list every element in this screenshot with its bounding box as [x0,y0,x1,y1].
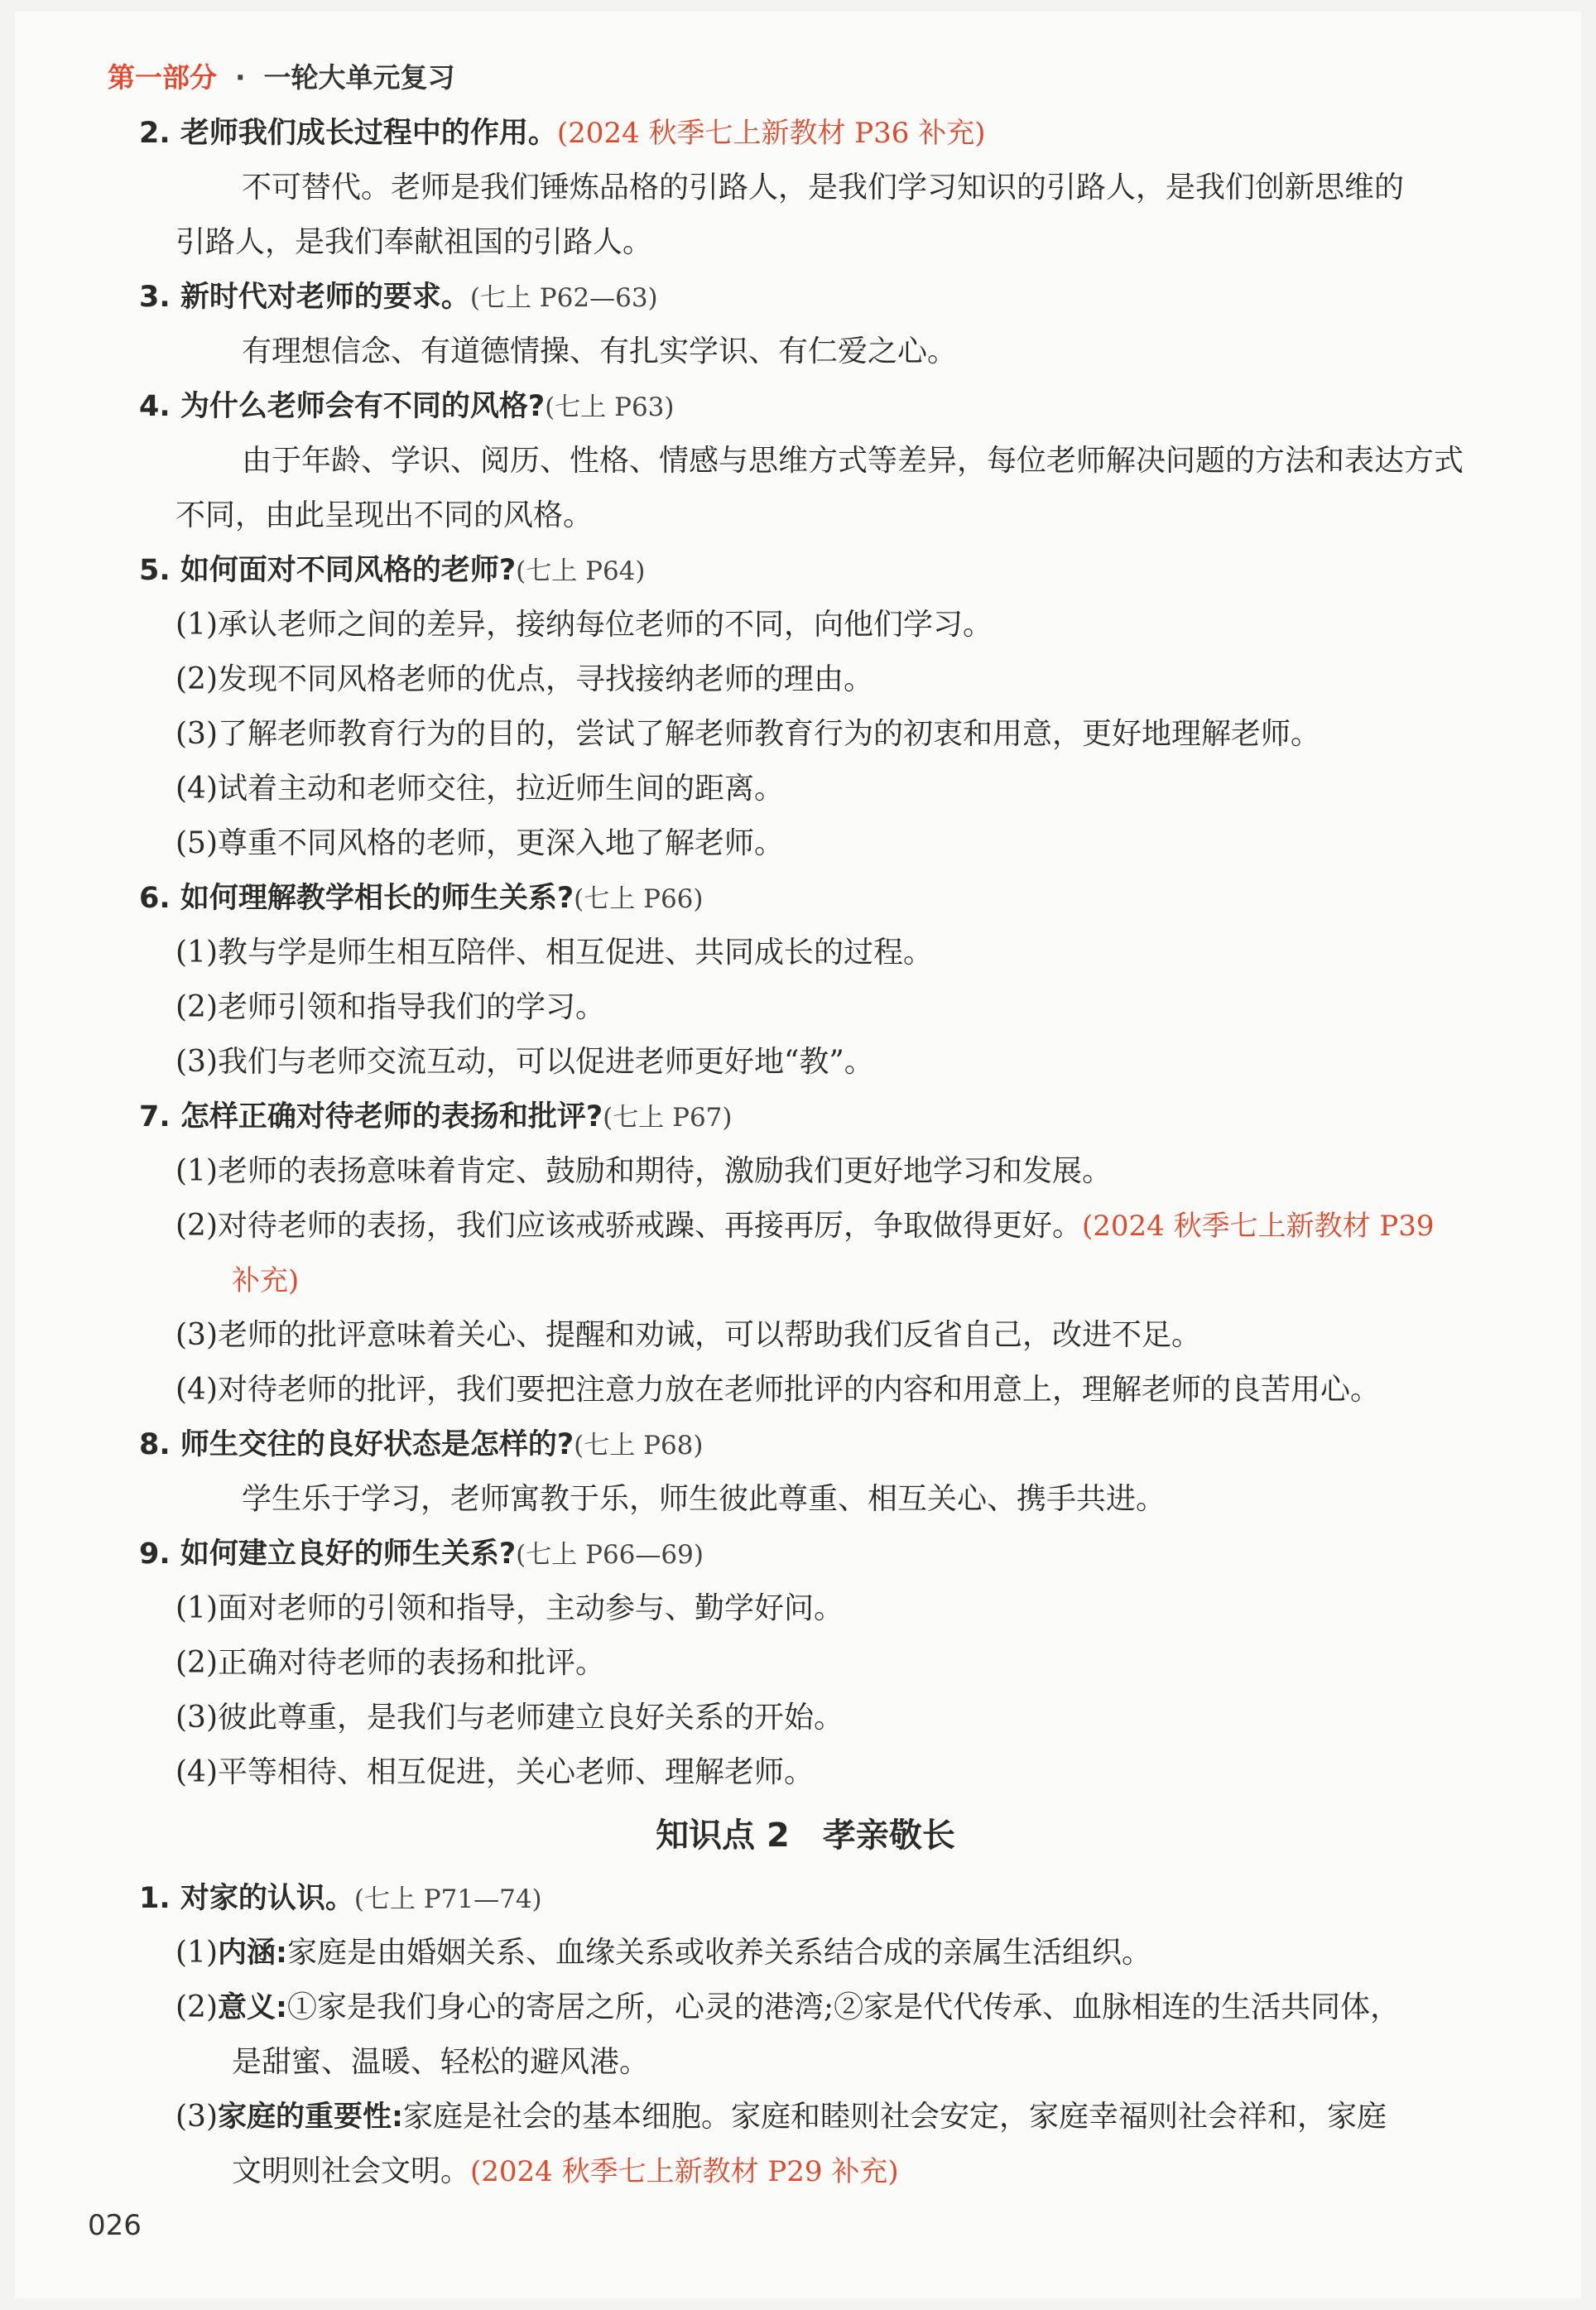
question-6 [139,871,1546,926]
question-title: 7. 怎样正确对待老师的表扬和批评? [139,1100,603,1133]
answer-item [139,2144,1546,2199]
answer-text: 文明则社会文明。 [232,2154,471,2188]
answer-text: 引路人，是我们奉献祖国的引路人。 [175,225,653,259]
supplement-note: 补充) [232,1264,300,1297]
answer-item: (1)面对老师的引领和指导，主动参与、勤学好问。 [175,1591,844,1625]
question-title: 1. 对家的认识。 [139,1882,354,1915]
question-3 [139,270,1546,325]
answer-item: (2)正确对待老师的表扬和批评。 [175,1646,605,1680]
answer-text: 家庭是社会的基本细胞。家庭和睦则社会安定，家庭幸福则社会祥和，家庭 [403,2100,1387,2134]
answer-item: (3)彼此尊重，是我们与老师建立良好关系的开始。 [175,1701,844,1735]
page-reference: (七上 P67) [603,1103,733,1133]
page-number: 026 [88,2209,142,2242]
answer-item: (1)教与学是师生相互陪伴、相互促进、共同成长的过程。 [175,936,933,970]
question-4 [139,379,1546,434]
answer-item: (4)对待老师的批评，我们要把注意力放在老师批评的内容和用意上，理解老师的良苦用心。 [175,1373,1380,1407]
answer-text: 不可替代。老师是我们锤炼品格的引路人，是我们学习知识的引路人，是我们创新思维的 [242,171,1405,205]
answer-item [139,1199,1546,1254]
keyword: 内涵: [218,1937,287,1970]
keyword: 意义: [218,1991,287,2024]
item-number: (3) [175,2100,218,2134]
page-reference: (七上 P68) [574,1431,704,1461]
supplement-note: (2024 秋季七上新教材 P29 补充) [470,2155,899,2188]
question-title: 9. 如何建立良好的师生关系? [139,1538,517,1571]
knowledge-question-1 [139,1871,1546,1926]
answer-text: 学生乐于学习，老师寓教于乐，师生彼此尊重、相互关心、携手共进。 [242,1482,1166,1516]
question-7 [139,1090,1546,1144]
question-title: 2. 老师我们成长过程中的作用。 [139,117,557,150]
answer-text: 不同，由此呈现出不同的风格。 [175,498,594,532]
running-header [108,56,455,95]
answer-item: (4)试着主动和老师交往，拉近师生间的距离。 [175,772,784,806]
page-reference: (七上 P62—63) [469,283,658,313]
header-dot: · [235,61,246,94]
supplement-note: (2024 秋季七上新教材 P36 补充) [556,117,986,150]
answer-item: (4)平等相待、相互促进，关心老师、理解老师。 [175,1755,814,1789]
question-title: 5. 如何面对不同风格的老师? [139,554,517,587]
question-title: 4. 为什么老师会有不同的风格? [139,390,546,423]
answer-item: (1)承认老师之间的差异，接纳每位老师的不同，向他们学习。 [175,608,993,642]
question-title: 6. 如何理解教学相长的师生关系? [139,882,574,915]
page-reference: (七上 P71—74) [353,1884,542,1914]
supplement-note: (2024 秋季七上新教材 P39 [1082,1210,1435,1243]
answer-text: 由于年龄、学识、阅历、性格、情感与思维方式等差异，每位老师解决问题的方法和表达方式 [242,444,1464,478]
answer-text: 家庭是由婚姻关系、血缘关系或收养关系结合成的亲属生活组织。 [287,1936,1152,1970]
content [139,106,1546,2199]
answer-item: (2)发现不同风格老师的优点，寻找接纳老师的理由。 [175,662,873,696]
item-number: (1) [175,1936,218,1970]
page-reference: (七上 P64) [516,556,646,586]
answer-item [139,1926,1546,1980]
question-9 [139,1527,1546,1581]
section-heading: 知识点 2 孝亲敬长 [656,1817,955,1855]
answer-text: 是甜蜜、温暖、轻松的避风港。 [232,2045,650,2079]
answer-item [139,2090,1546,2144]
answer-text: (2)对待老师的表扬，我们应该戒骄戒躁、再接再厉，争取做得更好。 [175,1209,1082,1243]
question-2 [139,106,1546,161]
item-number: (2) [175,1990,218,2024]
answer-item: (3)了解老师教育行为的目的，尝试了解老师教育行为的初衷和用意，更好地理解老师。 [175,717,1320,751]
keyword: 家庭的重要性: [218,2101,403,2134]
question-title: 8. 师生交往的良好状态是怎样的? [139,1428,574,1461]
page-reference: (七上 P66—69) [516,1540,704,1570]
answer-item [139,1980,1546,2035]
header-title: 一轮大单元复习 [263,61,455,94]
question-8 [139,1417,1546,1472]
question-5 [139,543,1546,598]
header-part: 第一部分 [108,61,217,94]
page-reference: (七上 P63) [545,392,675,422]
answer-text: ①家是我们身心的寄居之所，心灵的港湾;②家是代代传承、血脉相连的生活共同体， [287,1990,1401,2024]
answer-item: (3)老师的批评意味着关心、提醒和劝诫，可以帮助我们反省自己，改进不足。 [175,1318,1201,1352]
answer-item: (2)老师引领和指导我们的学习。 [175,990,605,1024]
answer-item: (3)我们与老师交流互动，可以促进老师更好地“教”。 [175,1045,874,1079]
answer-text: 有理想信念、有道德情操、有扎实学识、有仁爱之心。 [242,334,958,368]
question-title: 3. 新时代对老师的要求。 [139,281,470,314]
page-reference: (七上 P66) [574,884,704,914]
answer-item: (5)尊重不同风格的老师，更深入地了解老师。 [175,826,784,860]
answer-item: (1)老师的表扬意味着肯定、鼓励和期待，激励我们更好地学习和发展。 [175,1154,1112,1188]
